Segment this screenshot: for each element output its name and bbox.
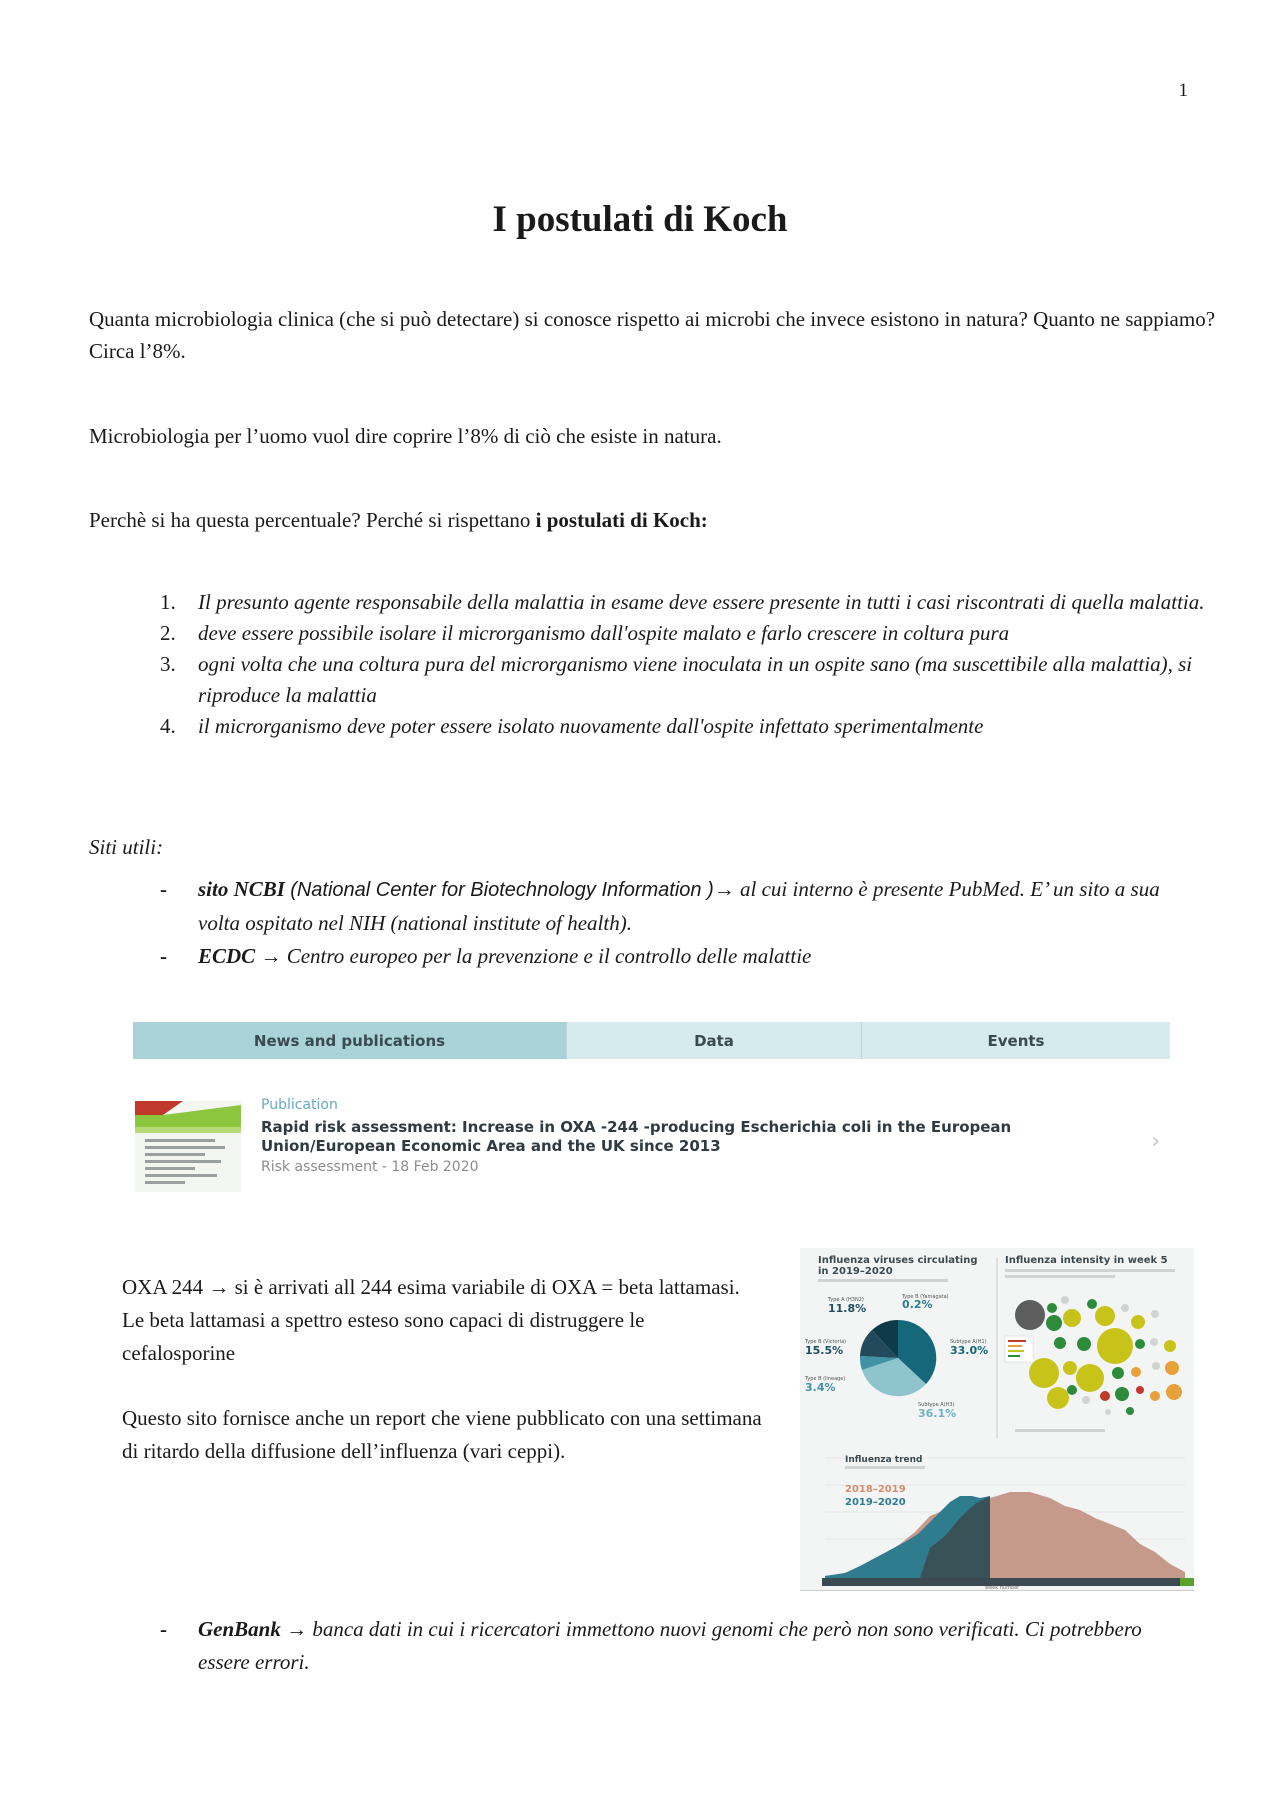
bubble (1165, 1361, 1179, 1375)
bubble (1136, 1386, 1144, 1394)
bubble (1047, 1303, 1057, 1313)
page-title: I postulati di Koch (492, 199, 788, 240)
influenza-infographic-svg (800, 1248, 1194, 1590)
postulate-text: Il presunto agente responsabile della malattia in esame deve essere presente in tutti i casi riscontrati di quella malattia. (198, 590, 1205, 614)
bubble (1105, 1409, 1111, 1415)
axis-corner-badge (1180, 1578, 1194, 1586)
bubble (1112, 1367, 1124, 1379)
bubble (1076, 1364, 1104, 1392)
ncbi-description: → al cui interno è presente PubMed. E’ un sito a sua volta ospitato nel NIH (national institute of health). (198, 877, 1160, 935)
publication-meta: Risk assessment - 18 Feb 2020 (261, 1159, 479, 1175)
postulate-item (150, 618, 1210, 649)
infl-intensity-title: Influenza intensity in week 5 (1005, 1255, 1168, 1266)
list-item (150, 873, 1180, 940)
percentage-paragraph: Microbiologia per l’uomo vuol dire coprire l’8% di ciò che esiste in natura. (89, 424, 722, 448)
genbank-name: GenBank (198, 1617, 281, 1641)
pie-value-label: 36.1% (918, 1407, 957, 1420)
pie-label-caption: Subtype A(H1) (950, 1339, 987, 1345)
intensity-bubble-chart (1015, 1296, 1182, 1415)
koch-question-text: Perchè si ha questa percentuale? Perché si rispettano (89, 508, 536, 532)
postulate-number: 4. (160, 714, 176, 738)
bubble (1087, 1299, 1097, 1309)
pie-value-label: 15.5% (805, 1344, 844, 1357)
bubble (1135, 1339, 1145, 1349)
infl-title-line1: Influenza viruses circulating (818, 1255, 978, 1266)
postulate-item (150, 587, 1210, 618)
genbank-description: → banca dati in cui i ricercatori immettono nuovi genomi che però non sono verificati. Ci potrebbero essere errori. (198, 1617, 1142, 1674)
bubble (1151, 1310, 1159, 1318)
influenza-infographic (800, 1248, 1194, 1591)
bubble (1095, 1306, 1115, 1326)
postulate-item (150, 711, 1210, 742)
trend-legend-2019-2020: 2019–2020 (845, 1497, 906, 1508)
pie-value-label: 11.8% (828, 1302, 867, 1315)
bubble-legend-swatch (1008, 1345, 1022, 1347)
postulate-number: 1. (160, 590, 176, 614)
bubble-legend-swatch (1008, 1355, 1020, 1357)
trend-x-axis-label: week number (985, 1585, 1020, 1590)
bubble-footnote (1015, 1429, 1105, 1432)
pie-label-caption: Type A (H3N2) (828, 1297, 864, 1303)
bubble (1166, 1384, 1182, 1400)
genbank-list (150, 1613, 1180, 1679)
publication-title-link[interactable]: Rapid risk assessment: Increase in OXA -244 -producing Escherichia coli in the European Union/European Economic Area and the UK since 2013 (261, 1118, 1012, 1155)
publication-item[interactable] (133, 1087, 1170, 1192)
postulate-text: deve essere possibile isolare il microrganismo dall'ospite malato e farlo crescere in coltura pura (198, 621, 1010, 645)
postulate-text: ogni volta che una coltura pura del microrganismo viene inoculata in un ospite sano (ma suscettibile alla malattia), si riproduce la malattia (198, 652, 1193, 707)
report-paragraph: Questo sito fornisce anche un report che viene pubblicato con una settimana di ritardo della diffusione dell’influenza (vari ceppi). (122, 1406, 762, 1463)
koch-question-paragraph (89, 504, 1239, 536)
bubble (1063, 1309, 1081, 1327)
page-number: 1 (1178, 80, 1188, 101)
ecdc-name: ECDC (198, 944, 256, 968)
pie-label-caption: Type B (lineage) (805, 1376, 846, 1382)
postulates-list (150, 587, 1210, 742)
pie-value-label: 0.2% (902, 1298, 933, 1311)
bubble (1131, 1367, 1141, 1377)
bubble (1115, 1387, 1129, 1401)
influenza-trend-chart (822, 1458, 1194, 1586)
pie-value-label: 3.4% (805, 1381, 836, 1394)
virus-pie-chart (860, 1320, 936, 1396)
postulate-number: 2. (160, 621, 176, 645)
intro-paragraph: Quanta microbiologia clinica (che si può detectare) si conosce rispetto ai microbi che invece esistono in natura? Quanto ne sappiamo? Circa l’8%. (89, 307, 1216, 363)
publication-label: Publication (261, 1097, 338, 1113)
bubble (1015, 1300, 1045, 1330)
tab-news-and-publications[interactable]: News and publications (133, 1022, 566, 1059)
ecdc-screenshot (133, 1022, 1170, 1197)
ecdc-description: → Centro europeo per la prevenzione e il controllo delle malattie (255, 944, 812, 968)
list-dash: - (160, 877, 167, 901)
bubble (1150, 1338, 1158, 1346)
list-item (150, 1613, 1180, 1679)
bubble (1067, 1385, 1077, 1395)
publication-text (261, 1097, 1141, 1175)
chevron-right-icon[interactable]: › (1151, 1129, 1160, 1154)
postulate-text: il microrganismo deve poter essere isolato nuovamente dall'ospite infettato sperimentalmente (198, 714, 984, 738)
bubble (1082, 1396, 1090, 1404)
tab-events[interactable]: Events (861, 1022, 1170, 1059)
bubble (1164, 1340, 1176, 1352)
ncbi-name: sito NCBI (198, 877, 285, 901)
useful-sites-list (150, 873, 1180, 973)
bubble (1061, 1296, 1069, 1304)
infl-intensity-subtitle (1005, 1269, 1175, 1272)
infl-intensity-subtitle (1005, 1275, 1115, 1278)
bubble (1150, 1391, 1160, 1401)
list-dash: - (160, 944, 167, 968)
trend-subtitle (845, 1466, 925, 1469)
bubble (1063, 1361, 1077, 1375)
list-dash: - (160, 1617, 167, 1641)
list-item (150, 940, 1180, 973)
trend-title: Influenza trend (845, 1455, 923, 1465)
bubble (1121, 1304, 1129, 1312)
trend-legend-2018-2019: 2018–2019 (845, 1484, 906, 1495)
bubble-legend (1005, 1336, 1033, 1362)
oxa-paragraph: OXA 244 → si è arrivati all 244 esima variabile di OXA = beta lattamasi. Le beta lattamasi a spettro esteso sono capaci di distruggere le cefalosporine (122, 1275, 740, 1365)
bubble-legend-swatch (1008, 1350, 1024, 1352)
postulate-item (150, 649, 1210, 711)
bubble (1077, 1337, 1091, 1351)
bubble-legend-swatch (1008, 1340, 1026, 1342)
bubble (1047, 1387, 1069, 1409)
ncbi-full-name: (National Center for Biotechnology Information ) (290, 879, 714, 901)
ecdc-tab-bar (133, 1022, 1170, 1059)
pie-value-label: 33.0% (950, 1344, 989, 1357)
pie-label-caption: Type B (Victoria) (805, 1339, 846, 1345)
bubble (1046, 1315, 1062, 1331)
tab-data[interactable]: Data (566, 1022, 861, 1059)
publication-thumbnail (133, 1087, 243, 1192)
pie-label-caption: Subtype A(H3) (918, 1402, 955, 1408)
infl-subtitle-placeholder (818, 1279, 948, 1282)
bubble (1054, 1337, 1066, 1349)
bubble (1097, 1328, 1133, 1364)
koch-postulates-emphasis: i postulati di Koch: (535, 508, 708, 532)
infl-title-line2: in 2019–2020 (818, 1266, 893, 1277)
useful-sites-label: Siti utili: (89, 835, 164, 859)
bubble (1131, 1315, 1145, 1329)
postulate-number: 3. (160, 652, 176, 676)
bubble (1152, 1362, 1160, 1370)
bubble (1029, 1358, 1059, 1388)
pie-label-caption: Type B (Yamagata) (902, 1294, 949, 1300)
bubble (1126, 1407, 1134, 1415)
bubble (1100, 1391, 1110, 1401)
